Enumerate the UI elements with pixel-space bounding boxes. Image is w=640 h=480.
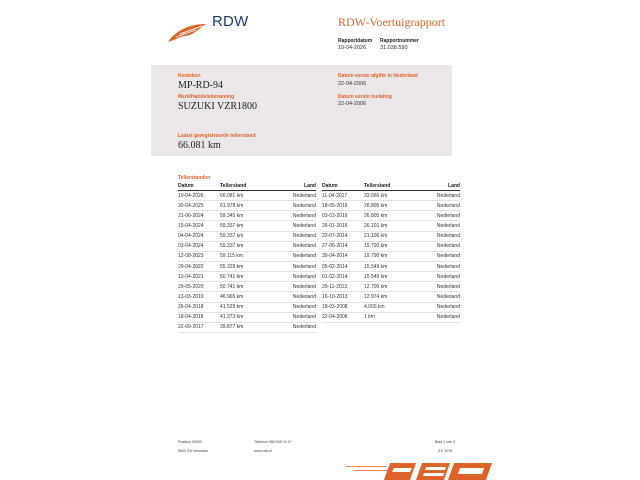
table-header — [178, 182, 316, 191]
row-country: Nederland — [292, 283, 316, 290]
table-row — [322, 292, 460, 302]
row-odometer: 15.549 km — [364, 263, 388, 270]
row-country: Nederland — [292, 273, 316, 280]
first-admission-value: 22-04-2006 — [338, 101, 367, 107]
row-country: Nederland — [292, 263, 316, 270]
row-odometer: 55.329 km — [220, 263, 244, 270]
table-row — [322, 201, 460, 211]
column-country: Land — [304, 183, 316, 189]
first-issue-nl-label: Datum eerste afgifte in Nederland — [338, 73, 418, 79]
table-row — [322, 221, 460, 231]
row-odometer: 19.790 km — [364, 253, 388, 260]
row-odometer: 59.115 km — [220, 253, 243, 260]
row-odometer: 12.974 km — [364, 293, 388, 300]
row-odometer: 41.529 km — [220, 304, 244, 311]
row-date: 01-02-2014 — [322, 273, 348, 280]
row-odometer: 26.805 km — [364, 202, 388, 209]
row-country: Nederland — [436, 253, 460, 260]
table-row — [178, 282, 316, 292]
odometer-value: 66.081 km — [178, 140, 221, 151]
odometer-table-left — [178, 182, 316, 333]
row-country: Nederland — [436, 314, 460, 321]
row-odometer: 66.081 km — [220, 192, 244, 199]
row-country: Nederland — [436, 222, 460, 229]
odometer-label: Laatst geregistreerde tellerstand — [178, 133, 256, 139]
row-country: Nederland — [436, 202, 460, 209]
row-odometer: 59.345 km — [220, 212, 244, 219]
column-country: Land — [448, 183, 460, 189]
row-date: 22-07-2014 — [322, 233, 348, 240]
table-row — [178, 292, 316, 302]
row-date: 26-01-2016 — [322, 222, 348, 229]
footer-website[interactable]: www.rdw.nl — [254, 449, 272, 453]
table-row — [178, 201, 316, 211]
report-date-label: Rapportdatum — [338, 38, 373, 44]
table-row — [322, 262, 460, 272]
row-odometer: 41.373 km — [220, 314, 244, 321]
report-title: RDW-Voertuigrapport — [338, 15, 446, 29]
table-row — [322, 272, 460, 282]
row-odometer: 61.978 km — [220, 202, 244, 209]
row-odometer: 59.337 km — [220, 233, 244, 240]
column-date: Datum — [322, 183, 338, 189]
table-row — [178, 323, 316, 333]
table-header — [322, 182, 460, 191]
row-date: 03-03-2016 — [322, 212, 348, 219]
row-date: 05-02-2014 — [322, 263, 348, 270]
row-odometer: 50.741 km — [220, 273, 244, 280]
row-country: Nederland — [436, 233, 460, 240]
row-country: Nederland — [292, 222, 316, 229]
footer-address-2: 9640 RA Veendam — [178, 449, 208, 453]
table-row — [178, 303, 316, 313]
row-date: 03-04-2024 — [178, 243, 204, 250]
row-country: Nederland — [292, 324, 316, 331]
table-row — [178, 221, 316, 231]
row-date: 30-04-2025 — [178, 202, 204, 209]
row-odometer: 50.741 km — [220, 283, 244, 290]
merk-value: SUZUKI VZR1800 — [178, 101, 257, 112]
row-date: 13-03-2019 — [178, 293, 204, 300]
row-country: Nederland — [436, 263, 460, 270]
footer-phone: Telefoon 088 008 74 47 — [254, 440, 292, 444]
table-body — [322, 191, 460, 323]
row-odometer: 26.805 km — [364, 212, 388, 219]
row-country: Nederland — [292, 253, 316, 260]
table-row — [178, 242, 316, 252]
row-odometer: 59.337 km — [220, 243, 244, 250]
column-date: Datum — [178, 183, 194, 189]
table-row — [322, 282, 460, 292]
table-row — [322, 191, 460, 201]
row-country: Nederland — [436, 243, 460, 250]
brand-name: RDW — [212, 13, 249, 30]
row-date: 15-04-2024 — [178, 222, 204, 229]
row-country: Nederland — [292, 192, 316, 199]
row-odometer: 46.965 km — [220, 293, 244, 300]
odometer-history-title: Tellerstanden — [178, 175, 211, 181]
row-date: 22-04-2006 — [322, 314, 348, 321]
row-date: 30-04-2014 — [322, 253, 348, 260]
table-row — [322, 303, 460, 313]
table-row — [178, 191, 316, 201]
row-date: 27-06-2014 — [322, 243, 348, 250]
table-row — [322, 252, 460, 262]
table-row — [322, 242, 460, 252]
row-country: Nederland — [436, 192, 460, 199]
row-country: Nederland — [436, 293, 460, 300]
rdw-logo-icon — [166, 22, 208, 44]
table-row — [322, 313, 460, 323]
row-country: Nederland — [292, 314, 316, 321]
column-odometer: Tellerstand — [220, 183, 247, 189]
row-country: Nederland — [292, 293, 316, 300]
row-country: Nederland — [292, 304, 316, 311]
table-row — [178, 262, 316, 272]
row-odometer: 21.106 km — [364, 233, 388, 240]
row-date: 18-03-2008 — [322, 304, 348, 311]
row-date: 29-05-2020 — [178, 283, 204, 290]
row-date: 20-11-2013 — [322, 283, 348, 290]
row-country: Nederland — [292, 202, 316, 209]
row-odometer: 12.700 km — [364, 283, 388, 290]
row-odometer: 1 km — [364, 314, 375, 321]
row-country: Nederland — [436, 283, 460, 290]
row-date: 26-04-2018 — [178, 304, 204, 311]
row-date: 22-09-2017 — [178, 324, 204, 331]
row-date: 18-05-2016 — [322, 202, 348, 209]
kenteken-value: MP-RD-94 — [178, 80, 224, 91]
row-date: 13-04-2021 — [178, 273, 204, 280]
table-row — [178, 252, 316, 262]
table-row — [178, 272, 316, 282]
first-issue-nl-value: 22-04-2006 — [338, 81, 367, 87]
row-date: 04-04-2024 — [178, 233, 204, 240]
report-number-label: Rapportnummer — [380, 38, 419, 44]
row-odometer: 33.666 km — [364, 192, 388, 199]
footer-address-1: Postbus 30000 — [178, 440, 202, 444]
first-admission-label: Datum eerste toelating — [338, 94, 392, 100]
row-odometer: 15.549 km — [364, 273, 388, 280]
table-row — [178, 232, 316, 242]
merk-label: Merk/Handelsbenaming — [178, 94, 235, 100]
row-odometer: 59.337 km — [220, 222, 244, 229]
footer-page-number: Blad 1 van 3 — [435, 440, 455, 444]
report-number-value: 31.038.590 — [380, 45, 408, 51]
row-country: Nederland — [436, 212, 460, 219]
row-date: 11-04-2017 — [322, 192, 348, 199]
row-date: 16-10-2013 — [322, 293, 348, 300]
row-date: 21-06-2024 — [178, 212, 204, 219]
table-body — [178, 191, 316, 333]
row-country: Nederland — [292, 243, 316, 250]
row-country: Nederland — [292, 212, 316, 219]
row-country: Nederland — [436, 273, 460, 280]
row-odometer: 39.877 km — [220, 324, 244, 331]
row-odometer: 19.790 km — [364, 243, 388, 250]
row-date: 18-04-2018 — [178, 314, 204, 321]
rdw-stripes-icon — [346, 463, 492, 480]
table-row — [178, 211, 316, 221]
report-date-value: 10-04-2026 — [338, 45, 367, 51]
table-row — [178, 313, 316, 323]
row-date: 10-04-2026 — [178, 192, 204, 199]
kenteken-label: Kenteken — [178, 73, 201, 79]
row-odometer: 26.101 km — [364, 222, 388, 229]
odometer-table-right — [322, 182, 460, 323]
table-row — [322, 211, 460, 221]
row-country: Nederland — [436, 304, 460, 311]
footer-doc-code: 3 E 1078 — [438, 449, 453, 453]
table-row — [322, 232, 460, 242]
row-odometer: 4.000 km — [364, 304, 385, 311]
row-date: 12-08-2023 — [178, 253, 204, 260]
row-country: Nederland — [292, 233, 316, 240]
column-odometer: Tellerstand — [364, 183, 391, 189]
row-date: 29-04-2022 — [178, 263, 204, 270]
